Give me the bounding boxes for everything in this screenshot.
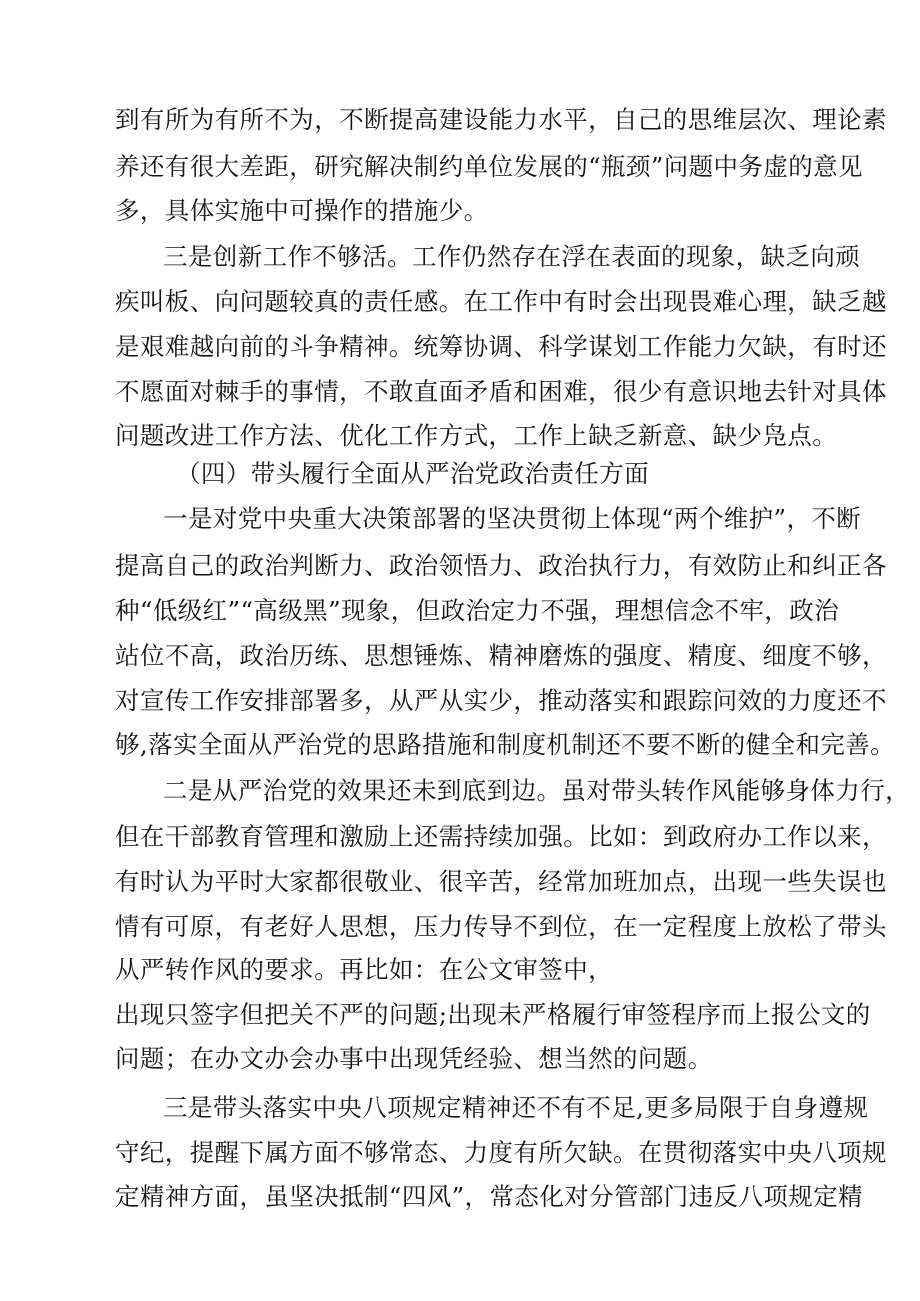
text-line: 不愿面对棘手的事情，不敢直面矛盾和困难，很少有意识地去针对具体 xyxy=(115,377,887,406)
text-line: 定精神方面，虽坚决抵制“四风”，常态化对分管部门违反八项规定精 xyxy=(115,1182,863,1211)
text-line: 提高自己的政治判断力、政治领悟力、政治执行力，有效防止和纠正各 xyxy=(115,551,887,580)
text-line: 情有可原，有老好人思想，压力传导不到位，在一定程度上放松了带头 xyxy=(115,912,887,941)
text-line: 站位不高，政治历练、思想锤炼、精神磨炼的强度、精度、细度不够， xyxy=(115,641,887,670)
text-line: 够,落实全面从严治党的思路措施和制度机制还不要不断的健全和完善。 xyxy=(115,730,896,759)
text-line: 从严转作风的要求。再比如：在公文审签中， xyxy=(115,955,613,984)
text-line: 问题；在办文办会办事中出现凭经验、想当然的问题。 xyxy=(115,1044,713,1073)
text-line: 多，具体实施中可操作的措施少。 xyxy=(115,196,489,225)
paragraph-start-line: 三是带头落实中央八项规定精神还不有不足,更多局限于自身遵规 xyxy=(163,1093,869,1122)
text-line: 问题改进工作方法、优化工作方式，工作上缺乏新意、缺少凫点。 xyxy=(115,421,838,450)
text-line: 有时认为平时大家都很敬业、很辛苦，经常加班加点，出现一些失误也 xyxy=(115,867,887,896)
text-line: 到有所为有所不为，不断提高建设能力水平，自己的思维层次、理论素 xyxy=(115,105,887,134)
text-line: 出现只签字但把关不严的问题;出现未严格履行审签程序而上报公文的 xyxy=(115,1000,871,1029)
text-line: 守纪，提醒下属方面不够常态、力度有所欠缺。在贯彻落实中央八项规 xyxy=(115,1138,887,1167)
text-line: 但在干部教育管理和激励上还需持续加强。比如：到政府办工作以来， xyxy=(115,822,887,851)
text-line: 对宣传工作安排部署多，从严从实少，推动落实和跟踪问效的力度还不 xyxy=(115,686,887,715)
paragraph-start-line: 一是对党中央重大决策部署的坚决贯彻上体现“两个维护”，不断 xyxy=(163,504,862,533)
text-line: 是艰难越向前的斗争精神。统筹协调、科学谋划工作能力欠缺，有时还 xyxy=(115,332,887,361)
paragraph-start-line: 三是创新工作不够活。工作仍然存在浮在表面的现象，缺乏向顽 xyxy=(163,242,861,271)
text-line: 种“低级红”“高级黑”现象，但政治定力不强，理想信念不牢，政治 xyxy=(115,596,839,625)
paragraph-start-line: 二是从严治党的效果还未到底到边。虽对带头转作风能够身体力行， xyxy=(163,776,910,805)
section-heading: （四）带头履行全面从严治党政治责任方面 xyxy=(176,459,650,488)
text-line: 疾叫板、向问题较真的责任感。在工作中有时会出现畏难心理，缺乏越 xyxy=(115,287,887,316)
text-line: 养还有很大差距，研究解决制约单位发展的“瓶颈”问题中务虚的意见 xyxy=(115,152,863,181)
